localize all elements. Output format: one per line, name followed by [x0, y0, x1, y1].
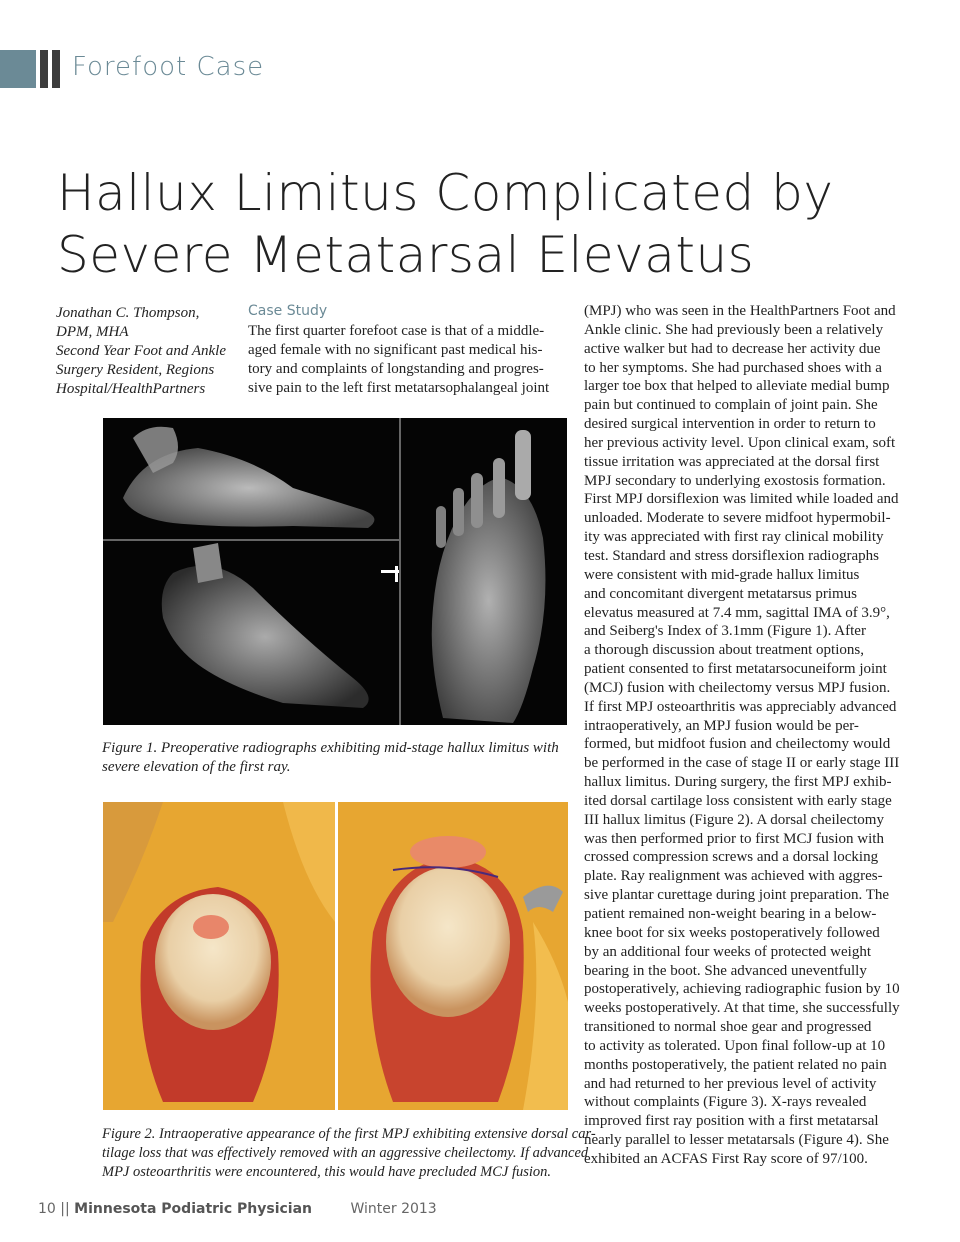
- text-line: and concomitant divergent metatarsus primus: [584, 585, 857, 602]
- caption-line: tilage loss that was effectively removed with an aggressive cheilectomy. If advanced: [102, 1145, 589, 1161]
- title-line: Hallux Limitus Complicated by: [57, 164, 834, 222]
- text-line: be performed in the case of stage II or early stage III: [584, 755, 900, 772]
- case-study-heading: Case Study: [248, 303, 328, 319]
- intraoperative-image: [103, 802, 568, 1110]
- text-line: sive pain to the left first metatarsophalangeal joint: [248, 380, 550, 396]
- intro-paragraph: [248, 322, 568, 398]
- text-line: to activity as tolerated. Upon final follow-up at 10: [584, 1037, 886, 1054]
- text-line: nearly parallel to lesser metatarsals (Figure 4). She: [584, 1132, 889, 1149]
- text-line: knee boot for six weeks postoperatively followed: [584, 924, 880, 941]
- text-line: The first quarter forefoot case is that of a middle-: [248, 323, 545, 339]
- body-column: [584, 302, 914, 1169]
- caption-line: severe elevation of the first ray.: [102, 759, 291, 775]
- text-line: patient consented to first metatarsocuneiform joint: [584, 661, 887, 678]
- text-line: without complaints (Figure 3). X-rays revealed: [584, 1094, 867, 1111]
- header-color-band: [0, 50, 36, 88]
- issue-date: Winter 2013: [350, 1201, 437, 1217]
- text-line: transitioned to normal shoe gear and progressed: [584, 1019, 872, 1036]
- header-bar: [52, 50, 60, 88]
- radiograph-image: [103, 418, 567, 725]
- footer-separator: ||: [60, 1201, 70, 1217]
- text-line: (MPJ) who was seen in the HealthPartners Foot and: [584, 303, 896, 319]
- text-line: ity was appreciated with first ray clinical mobility: [584, 529, 884, 546]
- figure1-caption: [102, 739, 572, 777]
- text-line: larger toe box that helped to alleviate medial bump: [584, 378, 890, 395]
- text-line: crossed compression screws and a dorsal locking: [584, 849, 879, 866]
- text-line: tory and complaints of longstanding and progres-: [248, 361, 544, 377]
- text-line: months postoperatively, the patient related no pain: [584, 1056, 887, 1073]
- article-title: [57, 162, 897, 286]
- text-line: improved first ray position with a first metatarsal: [584, 1113, 879, 1130]
- section-label: Forefoot Case: [72, 52, 265, 82]
- text-line: bearing in the boot. She advanced uneventfully: [584, 962, 867, 979]
- author-line: Jonathan C. Thompson,: [56, 305, 200, 321]
- author-line: Second Year Foot and Ankle: [56, 343, 226, 359]
- text-line: and had returned to her previous level of activity: [584, 1075, 877, 1092]
- text-line: postoperatively, achieving radiographic fusion by 10: [584, 981, 900, 998]
- text-line: patient remained non-weight bearing in a below-: [584, 906, 877, 922]
- text-line: aged female with no significant past medical his-: [248, 342, 543, 358]
- caption-line: MPJ osteoarthritis were encountered, this would have precluded MCJ fusion.: [102, 1164, 552, 1180]
- text-line: sive plantar curettage during joint preparation. The: [584, 887, 890, 904]
- caption-line: Figure 1. Preoperative radiographs exhibiting mid-stage hallux limitus with: [102, 740, 559, 756]
- text-line: intraoperatively, an MPJ fusion would be per-: [584, 717, 859, 734]
- text-line: elevatus measured at 7.4 mm, sagittal IMA of 3.9°,: [584, 604, 890, 621]
- text-line: unloaded. Moderate to severe midfoot hypermobil-: [584, 510, 891, 527]
- text-line: test. Standard and stress dorsiflexion radiographs: [584, 547, 879, 564]
- header-bar: [40, 50, 48, 88]
- author-line: DPM, MHA: [56, 324, 129, 340]
- text-line: tissue irritation was appreciated at the dorsal first: [584, 453, 880, 470]
- text-line: hallux limitus. During surgery, the first MPJ exhib-: [584, 774, 892, 791]
- text-line: plate. Ray realignment was achieved with aggres-: [584, 868, 883, 885]
- text-line: was then performed prior to first MCJ fusion with: [584, 830, 884, 847]
- text-line: pain but continued to complain of joint pain. She: [584, 397, 878, 414]
- text-line: to her symptoms. She had purchased shoes with a: [584, 359, 882, 376]
- author-byline: [56, 304, 236, 399]
- text-line: formed, but midfoot fusion and cheilectomy would: [584, 736, 891, 753]
- caption-line: Figure 2. Intraoperative appearance of the first MPJ exhibiting extensive dorsal car-: [102, 1126, 596, 1142]
- figure2-intraoperative-photos: [103, 802, 568, 1110]
- author-line: Surgery Resident, Regions: [56, 362, 215, 378]
- text-line: ited dorsal cartilage loss consistent with early stage: [584, 792, 892, 809]
- text-line: and Seiberg's Index of 3.1mm (Figure 1). After: [584, 623, 866, 640]
- text-line: If first MPJ osteoarthritis was appreciably advanced: [584, 698, 897, 715]
- text-line: weeks postoperatively. At that time, she successfully: [584, 1000, 900, 1017]
- text-line: a thorough discussion about treatment options,: [584, 642, 864, 659]
- figure1-radiographs: [103, 418, 567, 725]
- text-line: Ankle clinic. She had previously been a relatively: [584, 321, 884, 338]
- text-line: were consistent with mid-grade hallux limitus: [584, 566, 860, 583]
- text-line: exhibited an ACFAS First Ray score of 97/100.: [584, 1150, 868, 1167]
- figure2-caption: [102, 1125, 596, 1182]
- publication-name: Minnesota Podiatric Physician: [74, 1201, 313, 1217]
- page-number: 10: [38, 1201, 56, 1217]
- text-line: MPJ secondary to underlying exostosis formation.: [584, 472, 886, 489]
- title-line: Severe Metatarsal Elevatus: [57, 226, 755, 284]
- text-line: III hallux limitus (Figure 2). A dorsal cheilectomy: [584, 811, 884, 828]
- text-line: her previous activity level. Upon clinical exam, soft: [584, 434, 896, 451]
- text-line: First MPJ dorsiflexion was limited while loaded and: [584, 491, 899, 508]
- page-footer: [38, 1201, 437, 1217]
- text-line: desired surgical intervention in order to return to: [584, 416, 876, 433]
- author-line: Hospital/HealthPartners: [56, 381, 206, 397]
- text-line: active walker but had to decrease her activity due: [584, 340, 881, 357]
- text-line: by an additional four weeks of protected weight: [584, 943, 871, 960]
- text-line: (MCJ) fusion with cheilectomy versus MPJ fusion.: [584, 679, 891, 696]
